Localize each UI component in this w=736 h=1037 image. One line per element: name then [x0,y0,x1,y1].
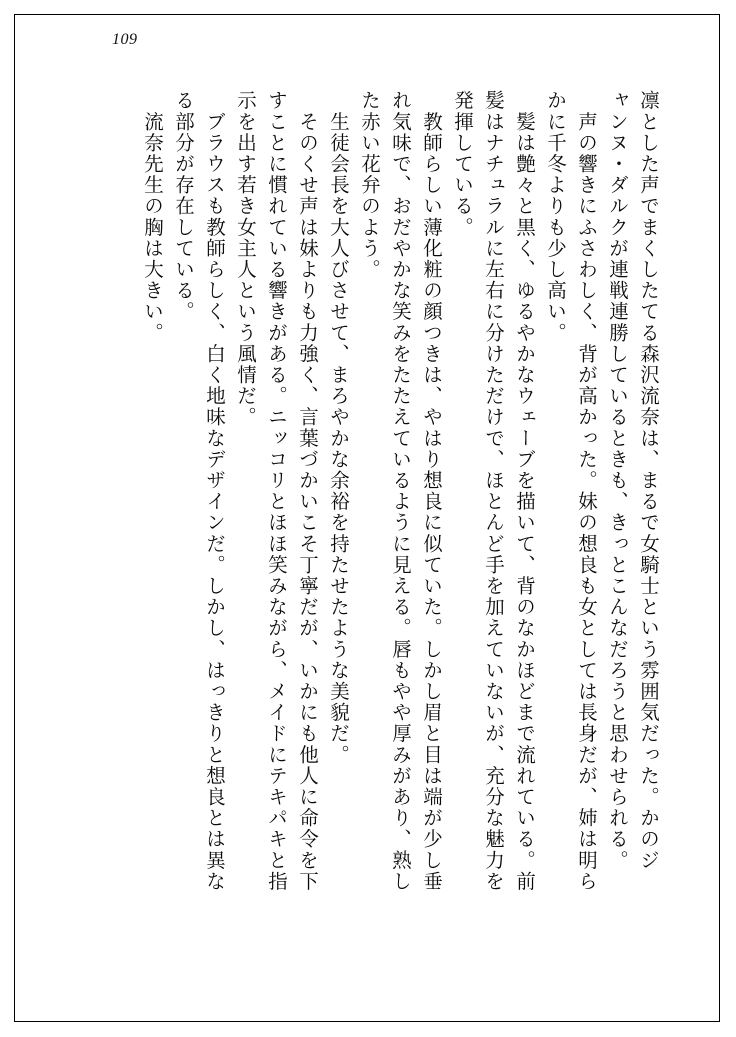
text-line: 声の響きにふさわしく、背が高かった。妹の想良も女としては長身だが、姉は明ら [575,90,598,892]
text-line: 生徒会長を大人びさせて、まろやかな余裕を持たせたような美貌だ。 [327,90,350,766]
text-line: 示を出す若き女主人という風情だ。 [234,90,257,428]
text-line: 教師らしい薄化粧の顔つきは、やはり想良に似ていた。しかし眉と目は端が少し垂 [420,90,443,892]
text-line: ャンヌ・ダルクが連戦連勝しているときも、きっとこんなだろうと思わせられる。 [606,90,629,871]
text-line: 発揮している。 [451,90,474,238]
text-line: 髪は艶々と黒く、ゆるやかなウェーブを描いて、背のなかほどまで流れている。前 [513,90,536,892]
body-text [92,90,658,970]
text-line: 凛とした声でまくしたてる森沢流奈は、まるで女騎士という雰囲気だった。かのジ [637,90,660,871]
text-line: た赤い花弁のよう。 [358,90,381,280]
text-line: れ気味で、おだやかな笑みをたたえているように見える。唇もやや厚みがあり、熟し [389,90,412,892]
text-line: かに千冬よりも少し高い。 [544,90,567,344]
text-line: ブラウスも教師らしく、白く地味なデザインだ。しかし、はっきりと想良とは異な [203,90,226,892]
text-line: すことに慣れている響きがある。ニッコリとほほ笑みながら、メイドにテキパキと指 [265,90,288,892]
text-line: 流奈先生の胸は大きい。 [141,90,164,344]
text-line: る部分が存在している。 [172,90,195,323]
text-line: 髪はナチュラルに左右に分けただけで、ほとんど手を加えていないが、充分な魅力を [482,90,505,892]
page-number: 109 [112,31,138,48]
text-line: そのくせ声は妹よりも力強く、言葉づかいこそ丁寧だが、いかにも他人に命令を下 [296,90,319,892]
